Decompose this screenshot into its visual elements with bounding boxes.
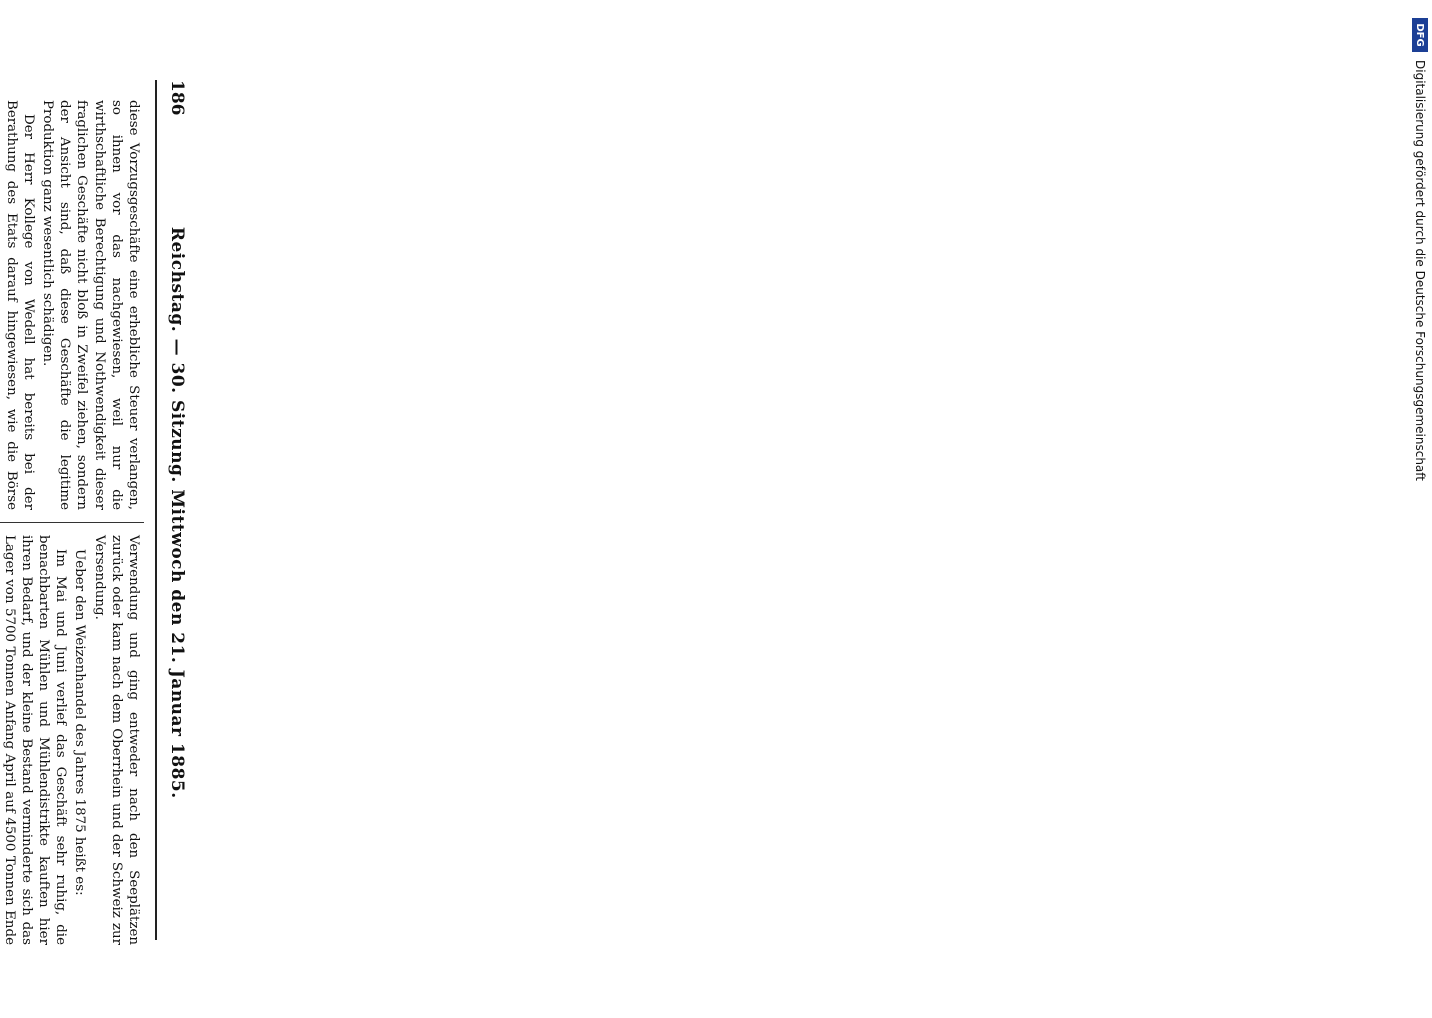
running-head: [157, 80, 197, 940]
paragraph: Verwendung und ging entweder nach den Seeplätzen zurück oder kam nach dem Oberrhein und der Schweiz zur Versendung.: [91, 535, 141, 945]
page-number: 186: [167, 80, 187, 116]
dfg-logo: DFG: [1412, 18, 1428, 52]
paragraph: Ueber den Weizenhandel des Jahres 1875 heißt es:: [72, 549, 88, 896]
paragraph: Der Herr Kollege von Wedell hat bereits bei der Berathung des Etats darauf hingewiesen, wie die Börse: [3, 100, 36, 510]
header-rule: [155, 80, 157, 940]
left-column: [0, 100, 142, 510]
digitization-note: Digitalisierung gefördert durch die Deutsche Forschungsgemeinschaft: [1413, 60, 1427, 482]
digitization-footer: [1408, 0, 1432, 1018]
page-title: Reichstag. — 30. Sitzung. Mittwoch den 21. Januar 1885.: [167, 226, 187, 799]
paragraph: diese Vorzugsgeschäfte eine erhebliche Steuer verlangen, so ihnen vor das nachgewiesen, weil nur die wirthschaftliche Berechtigung und Nothwendigkeit dieser fraglichen Geschäfte nicht bloß in Zweifel ziehen, sondern der Ansicht sind, daß diese Geschäfte die legitime Produktion ganz wesentlich schädigen.: [39, 100, 141, 510]
quote-paragraph: Im Mai und Juni verlief das Geschäft sehr ruhig, die benachbarten Mühlen und Mühlendistrikte kauften hier ihren Bedarf, und der kleine Bestand verminderte sich das Lager von 5700 Tonnen Anfang April auf 4500 Tonnen Ende: [1, 535, 69, 945]
column-divider: [0, 522, 144, 523]
right-column: [0, 535, 142, 945]
